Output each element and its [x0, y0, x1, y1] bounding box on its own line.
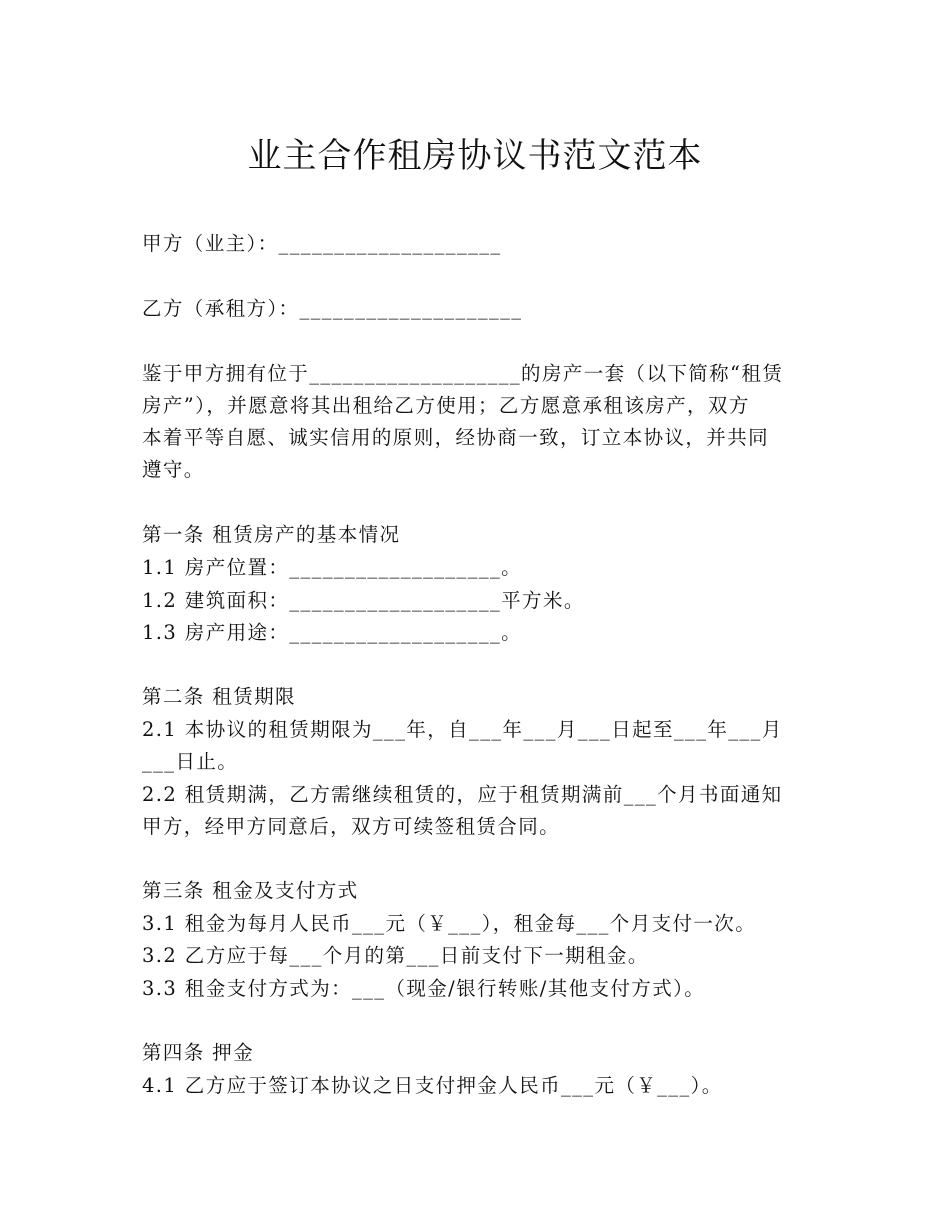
article-4-heading: 第四条 押金: [142, 1041, 255, 1064]
article-3-heading: 第三条 租金及支付方式: [142, 879, 359, 902]
preamble-line-2: 房产”），并愿意将其出租给乙方使用；乙方愿意承租该房产，双方: [142, 394, 750, 417]
clause-2-1-line-2: ___日止。: [142, 750, 239, 773]
clause-1-1: 1.1 房产位置：___________________。: [142, 556, 523, 579]
clause-3-1: 3.1 租金为每月人民币___元（￥___），租金每___个月支付一次。: [142, 912, 757, 935]
clause-1-3: 1.3 房产用途：___________________。: [142, 621, 523, 644]
document-title: 业主合作租房协议书范文范本: [247, 136, 703, 176]
party-b-line: 乙方（承租方）：____________________: [142, 297, 523, 320]
clause-2-1-line-1: 2.1 本协议的租赁期限为___年，自___年___月___日起至___年___月: [142, 718, 783, 741]
clause-2-2-line-2: 甲方，经甲方同意后，双方可续签租赁合同。: [142, 815, 561, 838]
article-2-heading: 第二条 租赁期限: [142, 685, 296, 708]
preamble-line-1: 鉴于甲方拥有位于___________________的房产一套（以下简称“租赁: [142, 362, 784, 385]
clause-4-1: 4.1 乙方应于签订本协议之日支付押金人民币___元（￥___）。: [142, 1074, 723, 1097]
preamble-line-4: 遵守。: [142, 458, 205, 481]
article-1-heading: 第一条 租赁房产的基本情况: [142, 523, 401, 546]
clause-1-2: 1.2 建筑面积：___________________平方米。: [142, 589, 585, 612]
clause-2-2-line-1: 2.2 租赁期满，乙方需继续租赁的，应于租赁期满前___个月书面通知: [142, 783, 783, 806]
clause-3-3: 3.3 租金支付方式为：___（现金/银行转账/其他支付方式）。: [142, 977, 706, 1000]
party-a-line: 甲方（业主）：____________________: [142, 232, 502, 255]
preamble-line-3: 本着平等自愿、诚实信用的原则，经协商一致，订立本协议，并共同: [142, 426, 770, 449]
clause-3-2: 3.2 乙方应于每___个月的第___日前支付下一期租金。: [142, 944, 649, 967]
